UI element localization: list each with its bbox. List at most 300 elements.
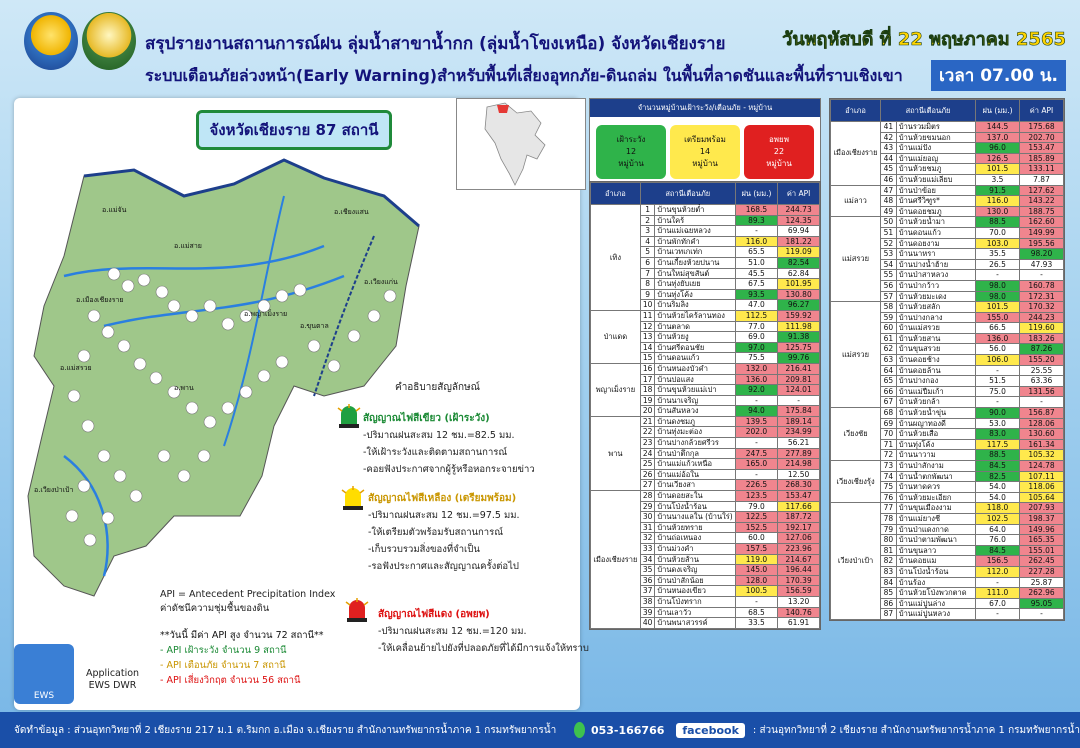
station-number-cell: 84 (881, 577, 897, 588)
rain-cell: 3.5 (976, 174, 1020, 185)
summary-watch-unit: หมู่บ้าน (618, 159, 644, 168)
district-cell: แม่สรวย (831, 302, 881, 408)
api-cell: 140.76 (778, 607, 820, 618)
api-cell: 96.27 (778, 300, 820, 311)
api-cell: 143.22 (1020, 196, 1064, 207)
rain-cell: 67.0 (976, 598, 1020, 609)
api-cell: 128.06 (1020, 418, 1064, 429)
station-name-cell: บ้านเวทเกเท่ก (655, 247, 735, 258)
station-number-cell: 29 (640, 501, 655, 512)
village-summary (589, 98, 821, 186)
station-name-cell: บ้านป่ากว้าว (896, 280, 975, 291)
api-cell: 119.09 (778, 247, 820, 258)
station-number-cell: 47 (881, 185, 897, 196)
legend-yellow-line: -ให้เตรียมตัวพร้อมรับสถานการณ์ (368, 527, 504, 538)
station-number-cell: 54 (881, 259, 897, 270)
api-cell: 95.05 (1020, 598, 1064, 609)
rain-cell: 102.5 (976, 513, 1020, 524)
summary-evacuate-count: 22 (773, 147, 785, 156)
station-name-cell: บ้านปางน้ำฮ้าย (896, 259, 975, 270)
legend-title: คำอธิบายสัญลักษณ์ (395, 382, 480, 393)
rain-cell: 168.5 (735, 205, 777, 216)
api-cell: 153.47 (778, 491, 820, 502)
ews-app-label (86, 668, 139, 692)
rain-cell: 123.5 (735, 491, 777, 502)
rain-cell: 247.5 (735, 448, 777, 459)
rain-cell: 64.0 (976, 524, 1020, 535)
district-label: อ.แม่สาย (174, 242, 202, 250)
station-number-cell: 28 (640, 491, 655, 502)
rain-cell: 51.0 (735, 257, 777, 268)
station-name-cell: บ้านเกี้ยงห้วยปนาน (655, 257, 735, 268)
station-number-cell: 67 (881, 397, 897, 408)
api-cell: 244.23 (1020, 312, 1064, 323)
station-number-cell: 38 (640, 596, 655, 607)
rain-cell: 152.5 (735, 522, 777, 533)
rain-cell: 83.0 (976, 429, 1020, 440)
district-cell: เวียงชัย (831, 408, 881, 461)
station-name-cell: บ้านแม่ปูนล่าง (896, 598, 975, 609)
api-cell: 202.70 (1020, 132, 1064, 143)
rain-cell: 45.5 (735, 268, 777, 279)
station-name-cell: บ้านป่าตึกกุล (655, 448, 735, 459)
district-label: อ.เวียงแก่น (364, 278, 398, 286)
station-name-cell: บ้านนาหรา (896, 249, 975, 260)
summary-evacuate-box (744, 125, 814, 179)
table-row (831, 185, 1064, 196)
station-name-cell: บ้านดอยแม (896, 556, 975, 567)
api-cell: 214.67 (778, 554, 820, 565)
api-cell: 172.31 (1020, 291, 1064, 302)
api-cell: 118.06 (1020, 482, 1064, 493)
station-number-cell: 10 (640, 300, 655, 311)
station-name-cell: บ้านขุนห้วยแม่เปา (655, 385, 735, 396)
api-cell: 133.11 (1020, 164, 1064, 175)
api-cell: 153.47 (1020, 143, 1064, 154)
station-name-cell: บ้านแม่แก้วเหนือ (655, 459, 735, 470)
rain-cell: 101.5 (976, 302, 1020, 313)
table-row (831, 217, 1064, 228)
api-cell: 156.87 (1020, 408, 1064, 419)
station-name-cell: บ้านพนาสวรรค์ (655, 618, 735, 629)
rain-cell: 84.5 (976, 461, 1020, 472)
summary-watch-label: เฝ้าระวัง (616, 135, 646, 144)
station-number-cell: 48 (881, 196, 897, 207)
ews-app-icon-label: EWS (33, 691, 55, 701)
api-cell: 183.26 (1020, 333, 1064, 344)
station-name-cell: บ้านผญาทองดี (896, 418, 975, 429)
api-cell: 170.32 (1020, 302, 1064, 313)
rain-cell: 47.0 (735, 300, 777, 311)
station-number-cell: 70 (881, 429, 897, 440)
station-name-cell: บ้านห้วยงู (655, 332, 735, 343)
yellow-siren-icon (340, 486, 366, 512)
footer (0, 712, 1080, 748)
rain-cell: 88.5 (976, 217, 1020, 228)
api-cell: 87.26 (1020, 344, 1064, 355)
station-number-cell: 44 (881, 153, 897, 164)
station-number-cell: 71 (881, 439, 897, 450)
station-number-cell: 55 (881, 270, 897, 281)
station-name-cell: บ้านห้วยส้าน (655, 554, 735, 565)
api-cell: 149.99 (1020, 227, 1064, 238)
table-row (831, 122, 1064, 133)
department-logo (24, 12, 78, 70)
api-cell: 262.45 (1020, 556, 1064, 567)
rain-cell: 65.5 (735, 247, 777, 258)
api-cell: 56.21 (778, 438, 820, 449)
api-cell: 130.60 (1020, 429, 1064, 440)
district-cell: พาน (591, 416, 641, 490)
api-cell: 63.36 (1020, 376, 1064, 387)
legend-red-head: สัญญาณไฟสีแดง (อพยพ) (378, 609, 490, 620)
rain-cell: 79.0 (735, 501, 777, 512)
rain-cell: 111.0 (976, 588, 1020, 599)
api-cell: 185.89 (1020, 153, 1064, 164)
station-number-cell: 78 (881, 513, 897, 524)
rain-cell: 165.0 (735, 459, 777, 470)
rain-cell: 77.0 (735, 321, 777, 332)
rain-cell: 91.5 (976, 185, 1020, 196)
red-siren-icon (344, 598, 370, 624)
col-district: อำเภอ (591, 183, 641, 205)
rain-cell: 97.0 (735, 342, 777, 353)
rain-cell: 122.5 (735, 512, 777, 523)
rain-cell: - (976, 609, 1020, 620)
station-name-cell: บ้านรวมมิตร (896, 122, 975, 133)
station-number-cell: 8 (640, 279, 655, 290)
station-name-cell: บ้านป่าสาหลวง (896, 270, 975, 281)
rain-cell: 54.0 (976, 492, 1020, 503)
col-station: สถานีเตือนภัย (881, 100, 976, 122)
rain-cell: 92.0 (735, 385, 777, 396)
station-number-cell: 57 (881, 291, 897, 302)
station-name-cell: บ้านถ่อเหนอง (655, 533, 735, 544)
district-label: อ.แม่สรวย (60, 364, 92, 372)
station-name-cell: บ้านสันหลวง (655, 406, 735, 417)
rain-cell: 145.0 (735, 565, 777, 576)
station-name-cell: บ้านริมลิง (655, 300, 735, 311)
rain-cell: 88.5 (976, 450, 1020, 461)
api-cell: 82.54 (778, 257, 820, 268)
station-name-cell: บ้านป่าข้อย (896, 185, 975, 196)
station-number-cell: 9 (640, 289, 655, 300)
station-number-cell: 63 (881, 355, 897, 366)
summary-evacuate-unit: หมู่บ้าน (766, 159, 792, 168)
region-logo (82, 12, 136, 70)
district-cell: แม่สรวย (831, 217, 881, 302)
col-api: ค่า API (1020, 100, 1064, 122)
legend-yellow-line: -เก็บรวบรวมสิ่งของที่จำเป็น (368, 544, 480, 555)
col-station: สถานีเตือนภัย (640, 183, 735, 205)
station-number-cell: 19 (640, 395, 655, 406)
station-number-cell: 49 (881, 206, 897, 217)
api-cell: - (1020, 609, 1064, 620)
station-number-cell: 17 (640, 374, 655, 385)
rain-cell: 93.5 (735, 289, 777, 300)
station-name-cell: บ้านดอยสะใน (655, 491, 735, 502)
table-row (591, 310, 820, 321)
station-name-cell: บ้านศรีดอนชัย (655, 342, 735, 353)
station-name-cell: บ้านหนองเขียว (655, 586, 735, 597)
rain-cell: 90.0 (976, 408, 1020, 419)
station-number-cell: 42 (881, 132, 897, 143)
station-number-cell: 30 (640, 512, 655, 523)
rain-cell: 101.5 (976, 164, 1020, 175)
station-number-cell: 51 (881, 227, 897, 238)
summary-watch-box (596, 125, 666, 179)
station-name-cell: บ้านร้อง (896, 577, 975, 588)
rain-cell: 202.0 (735, 427, 777, 438)
summary-header: จำนวนหมู่บ้านเฝ้าระวัง/เตือนภัย - หมู่บ้าน (590, 99, 820, 117)
station-number-cell: 23 (640, 438, 655, 449)
station-name-cell: บ้านดอยชมภู (896, 206, 975, 217)
api-cell: 130.80 (778, 289, 820, 300)
rain-cell: 26.5 (976, 259, 1020, 270)
station-number-cell: 12 (640, 321, 655, 332)
district-cell: พญาเม็งราย (591, 363, 641, 416)
api-cell: 7.87 (1020, 174, 1064, 185)
station-name-cell: บ้านแม่ปูนหลวง (896, 609, 975, 620)
station-name-cell: บ้านดอนแก้ว (896, 227, 975, 238)
api-cell: 111.98 (778, 321, 820, 332)
station-number-cell: 25 (640, 459, 655, 470)
station-name-cell: บ้านนางแลใน (บ้านใร่) (655, 512, 735, 523)
rain-cell: 130.0 (976, 206, 1020, 217)
station-number-cell: 64 (881, 365, 897, 376)
rain-cell: 137.0 (976, 132, 1020, 143)
station-name-cell: บ้านห้วยแม่เลียบ (896, 174, 975, 185)
rain-cell: 155.0 (976, 312, 1020, 323)
station-name-cell: บ้านห้วยชมภู (896, 164, 975, 175)
station-name-cell: บ้านแม่เฉยหลวง (655, 226, 735, 237)
station-name-cell: บ้านนาวาม (896, 450, 975, 461)
station-name-cell: บ้านหาดควร (896, 482, 975, 493)
station-number-cell: 4 (640, 236, 655, 247)
rain-cell: 100.5 (735, 586, 777, 597)
api-cell: 101.95 (778, 279, 820, 290)
col-rain: ฝน (มม.) (976, 100, 1020, 122)
station-name-cell: บ้านพักทักคำ (655, 236, 735, 247)
rain-cell: - (735, 395, 777, 406)
station-number-cell: 31 (640, 522, 655, 533)
station-name-cell: บ้านป่าสักงาม (896, 461, 975, 472)
station-number-cell: 1 (640, 205, 655, 216)
api-cell: 124.78 (1020, 461, 1064, 472)
api-cell: 198.37 (1020, 513, 1064, 524)
summary-prepare-unit: หมู่บ้าน (692, 159, 718, 168)
api-cell: 25.55 (1020, 365, 1064, 376)
station-name-cell: บ้านทุ่งยับเยย (655, 279, 735, 290)
footer-source: จัดทำข้อมูล : ส่วนอุทกวิทยาที่ 2 เชียงราย 217 ม.1 ต.ริมกก อ.เมือง จ.เชียงราย สำนักงานทรัพยากรน้ำภาค 1 กรมทรัพยากรน้ำ (14, 724, 557, 736)
station-number-cell: 20 (640, 406, 655, 417)
rain-cell: 98.0 (976, 291, 1020, 302)
rain-cell: 76.0 (976, 535, 1020, 546)
station-number-cell: 82 (881, 556, 897, 567)
header (0, 0, 1080, 92)
rain-cell: 94.0 (735, 406, 777, 417)
station-number-cell: 60 (881, 323, 897, 334)
api-cell: 105.32 (1020, 450, 1064, 461)
api-cell: 12.50 (778, 469, 820, 480)
station-name-cell: บ้านโป่งทราก (655, 596, 735, 607)
api-cell: 149.96 (1020, 524, 1064, 535)
district-label: อ.ขุนตาล (300, 322, 329, 330)
rain-cell: 112.5 (735, 310, 777, 321)
rain-cell: 128.0 (735, 575, 777, 586)
api-count-total: **วันนี้ มีค่า API สูง จำนวน 72 สถานี** (160, 630, 324, 641)
rain-cell: - (976, 270, 1020, 281)
api-definition (160, 588, 335, 616)
report-time: เวลา 07.00 น. (931, 60, 1066, 91)
station-number-cell: 13 (640, 332, 655, 343)
station-number-cell: 15 (640, 353, 655, 364)
station-name-cell: บ้านห้วยเสือ (896, 429, 975, 440)
rain-cell: - (735, 469, 777, 480)
rain-cell: 84.5 (976, 545, 1020, 556)
station-name-cell: บ้านโป่งน้ำร้อน (896, 566, 975, 577)
legend-green-head: สัญญาณไฟสีเขียว (เฝ้าระวัง) (363, 413, 490, 424)
api-cell: 155.01 (1020, 545, 1064, 556)
summary-prepare-box (670, 125, 740, 179)
api-cell: 196.44 (778, 565, 820, 576)
table-row (831, 461, 1064, 472)
rain-cell: - (735, 226, 777, 237)
rain-cell: 144.5 (976, 122, 1020, 133)
api-cell: 234.99 (778, 427, 820, 438)
summary-evacuate-label: อพยพ (768, 135, 790, 144)
api-cell: 227.28 (1020, 566, 1064, 577)
station-number-cell: 3 (640, 226, 655, 237)
rain-cell: - (976, 577, 1020, 588)
rain-cell: 136.0 (735, 374, 777, 385)
station-name-cell: บ้านเวียงสา (655, 480, 735, 491)
api-cell: 156.59 (778, 586, 820, 597)
station-number-cell: 72 (881, 450, 897, 461)
station-name-cell: บ้านขุนสรวย (896, 344, 975, 355)
rain-cell: 116.0 (735, 236, 777, 247)
footer-phone[interactable]: 053-166766 (590, 723, 665, 737)
station-name-cell: บ้านปอแสง (655, 374, 735, 385)
rain-cell: - (976, 365, 1020, 376)
table-row (591, 416, 820, 427)
station-number-cell: 59 (881, 312, 897, 323)
summary-watch-count: 12 (625, 147, 637, 156)
api-cell: 244.73 (778, 205, 820, 216)
table-row (831, 302, 1064, 313)
rain-cell: - (976, 397, 1020, 408)
station-name-cell: บ้านแม่ยอญ (896, 153, 975, 164)
district-cell: เทิง (591, 205, 641, 311)
api-cell: 162.60 (1020, 217, 1064, 228)
api-cell: 155.20 (1020, 355, 1064, 366)
station-name-cell: บ้านปางกลาง (896, 312, 975, 323)
rain-cell: 98.0 (976, 280, 1020, 291)
district-label: อ.แม่จัน (102, 206, 127, 214)
station-name-cell: บ้านทุ่งมะต่อง (655, 427, 735, 438)
api-cell: 268.30 (778, 480, 820, 491)
station-number-cell: 27 (640, 480, 655, 491)
rain-cell: 89.3 (735, 215, 777, 226)
rain-cell: 35.5 (976, 249, 1020, 260)
api-cell: 25.87 (1020, 577, 1064, 588)
station-number-cell: 40 (640, 618, 655, 629)
station-name-cell: บ้านปางกอง (896, 376, 975, 387)
station-number-cell: 32 (640, 533, 655, 544)
legend-yellow (368, 490, 520, 575)
api-cell: 107.11 (1020, 471, 1064, 482)
ews-app-label-line: Application (86, 668, 140, 679)
station-number-cell: 36 (640, 575, 655, 586)
rain-cell: 33.5 (735, 618, 777, 629)
station-number-cell: 81 (881, 545, 897, 556)
station-name-cell: บ้านตลาด (655, 321, 735, 332)
api-cell: 124.35 (778, 215, 820, 226)
station-number-cell: 58 (881, 302, 897, 313)
station-number-cell: 76 (881, 492, 897, 503)
station-name-cell: บ้านศรีวิฑูร* (896, 196, 975, 207)
page-title: สรุปรายงานสถานการณ์ฝน ลุ่มน้ำสาขาน้ำกก (ลุ่มน้ำโขงเหนือ) จังหวัดเชียงราย (145, 34, 726, 54)
table-row (831, 408, 1064, 419)
table-row (831, 503, 1064, 514)
station-name-cell: บ้านแม่สรวย (896, 323, 975, 334)
station-number-cell: 77 (881, 503, 897, 514)
footer-facebook-page: : ส่วนอุทกวิทยาที่ 2 เชียงราย สำนักงานทรัพยากรน้ำภาค 1 กรมทรัพยากรน้ำ (752, 724, 1080, 736)
station-number-cell: 6 (640, 257, 655, 268)
station-name-cell: บ้านดอยช้าง (896, 355, 975, 366)
station-name-cell: บ้านหนองบัวคำ (655, 363, 735, 374)
api-cell: 187.72 (778, 512, 820, 523)
station-name-cell: บ้านห้วยกล้า (896, 397, 975, 408)
api-counts (160, 628, 324, 688)
station-number-cell: 53 (881, 249, 897, 260)
station-name-cell: บ้านห้วยน้ำขุ่น (896, 408, 975, 419)
api-cell: 214.98 (778, 459, 820, 470)
rain-cell: 132.0 (735, 363, 777, 374)
api-cell: 175.84 (778, 406, 820, 417)
station-name-cell: บ้านห้วยไคร้ลานทอง (655, 310, 735, 321)
station-number-cell: 11 (640, 310, 655, 321)
facebook-link[interactable]: facebook (676, 723, 745, 738)
station-number-cell: 79 (881, 524, 897, 535)
station-number-cell: 45 (881, 164, 897, 175)
station-number-cell: 22 (640, 427, 655, 438)
rain-cell: - (735, 596, 777, 607)
station-number-cell: 24 (640, 448, 655, 459)
api-cell: 91.38 (778, 332, 820, 343)
api-definition-line: API = Antecedent Precipitation Index (160, 589, 336, 600)
district-label: อ.พญาเม็งราย (244, 310, 288, 318)
district-cell: เมืองเชียงราย (591, 491, 641, 629)
station-number-cell: 86 (881, 598, 897, 609)
district-cell: เวียงเชียงรุ้ง (831, 461, 881, 503)
rain-cell: 118.0 (976, 503, 1020, 514)
ews-app-icon[interactable] (14, 644, 74, 704)
station-number-cell: 50 (881, 217, 897, 228)
station-number-cell: 65 (881, 376, 897, 387)
rain-cell: 69.0 (735, 332, 777, 343)
station-name-cell: บ้านป่าตามพัฒนา (896, 535, 975, 546)
rain-cell: 96.0 (976, 143, 1020, 154)
api-definition-line: ค่าดัชนีความชุ่มชื้นของดิน (160, 603, 270, 614)
district-label: อ.เวียงป่าเป้า (34, 486, 74, 494)
api-cell: 170.39 (778, 575, 820, 586)
page-subtitle: ระบบเตือนภัยล่วงหน้า(Early Warning)สำหรับพื้นที่เสี่ยงอุทกภัย-ดินถล่ม ในพื้นที่ลาดชันและพื้นที่ราบเชิงเขา (145, 66, 903, 85)
summary-prepare-label: เตรียมพร้อม (684, 135, 726, 144)
api-cell: 175.68 (1020, 122, 1064, 133)
station-name-cell: บ้านห้วยทราย (655, 522, 735, 533)
report-date: วันพฤหัสบดี ที่ 22 พฤษภาคม 2565 (782, 29, 1066, 50)
